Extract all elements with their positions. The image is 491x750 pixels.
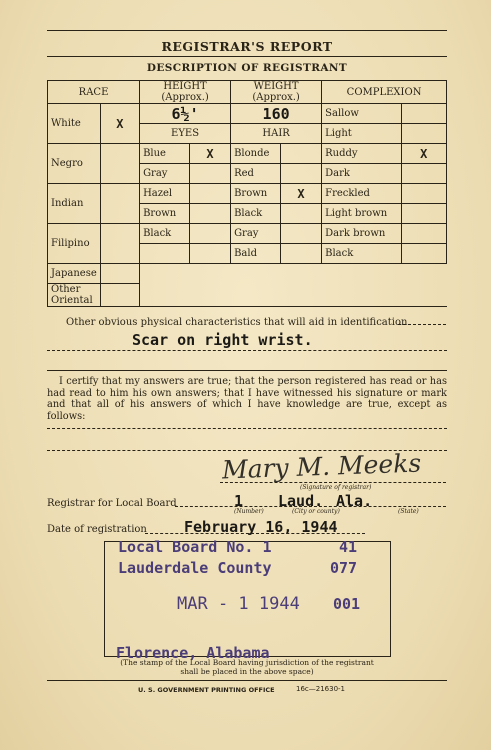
hair-header: HAIR [231,124,322,144]
race-white-mark: X [100,104,139,144]
title-rule [47,56,447,57]
blank-area [140,264,447,307]
eyes-blue: Blue [140,144,190,164]
race-filipino: Filipino [48,224,101,264]
height-value: 6½' [140,104,231,124]
complexion-dark-brown-box [401,224,446,244]
race-white: White [48,104,101,144]
stamp-board-code: 41 [339,538,358,556]
race-indian: Indian [48,184,101,224]
form-code: 16c—21630-1 [296,685,346,693]
race-indian-box [100,184,139,224]
stamp-board: Local Board No. 1 [118,538,272,556]
hair-red-box [280,164,321,184]
characteristics-dots [398,324,446,325]
complexion-header: COMPLEXION [322,81,447,104]
eyes-black: Black [140,224,190,244]
complexion-light-brown-box [401,204,446,224]
complexion-black-box [401,244,446,264]
complexion-dark-brown: Dark brown [322,224,401,244]
hair-black-box [280,204,321,224]
race-other-oriental-box [100,284,139,307]
registration-date-label: Date of registration [47,524,147,535]
height-header: HEIGHT (Approx.) [140,81,231,104]
board-state: Ala. [336,492,373,510]
registration-date: February 16, 1944 [184,518,338,536]
hair-bald: Bald [231,244,281,264]
state-caption: (State) [398,508,419,515]
race-filipino-box [100,224,139,264]
stamp-county: Lauderdale County [118,559,272,577]
complexion-dark-box [401,164,446,184]
county-caption: (City or county) [292,508,340,515]
race-japanese: Japanese [48,264,101,284]
stamp-city: Florence, Alabama [116,644,270,662]
complexion-freckled: Freckled [322,184,401,204]
hair-gray: Gray [231,224,281,244]
race-header: RACE [48,81,140,104]
stamp-caption: (The stamp of the Local Board having jurisdiction of the registrant shall be placed in the above space) [120,658,374,676]
eyes-brown: Brown [140,204,190,224]
top-rule [47,30,447,31]
characteristics-value: Scar on right wrist. [132,331,313,349]
eyes-hazel: Hazel [140,184,190,204]
table-bottom-rule [47,306,447,307]
race-negro-box [100,144,139,184]
hair-blonde-box [280,144,321,164]
complexion-light-box [401,124,446,144]
local-board-line [175,506,446,507]
hair-gray-box [280,224,321,244]
board-number: 1 [234,492,244,510]
characteristics-line [47,350,447,351]
eyes-gray: Gray [140,164,190,184]
signature-caption: (Signature of registrar) [300,484,372,491]
board-county: Laud. [278,492,324,510]
complexion-sallow: Sallow [322,104,401,124]
complexion-ruddy: Ruddy [322,144,401,164]
printer-name: U. S. GOVERNMENT PRINTING OFFICE [138,686,275,694]
certification-rule [47,370,447,371]
stamp-date-code: 001 [333,595,361,613]
hair-bald-box [280,244,321,264]
weight-header: WEIGHT (Approx.) [231,81,322,104]
complexion-black: Black [322,244,401,264]
eyes-blue-mark: X [189,144,230,164]
eyes-gray-box [189,164,230,184]
local-board-label: Registrar for Local Board [47,498,177,509]
registration-date-line [145,533,365,534]
characteristics-label: Other obvious physical characteristics that will aid in identification [66,317,408,328]
hair-brown-mark: X [280,184,321,204]
hair-brown: Brown [231,184,281,204]
hair-red: Red [231,164,281,184]
eyes-black-box [189,224,230,244]
description-table [47,80,447,307]
number-caption: (Number) [234,508,264,515]
complexion-dark: Dark [322,164,401,184]
complexion-light: Light [322,124,401,144]
stamp-date: MAR - 1 1944 [177,594,300,614]
eyes-hazel-box [189,184,230,204]
eyes-empty-cell [140,244,190,264]
complexion-light-brown: Light brown [322,204,401,224]
eyes-empty-box [189,244,230,264]
registrar-signature: Mary M. Meeks [221,448,422,485]
complexion-ruddy-mark: X [401,144,446,164]
race-negro: Negro [48,144,101,184]
complexion-sallow-box [401,104,446,124]
certification-text: I certify that my answers are true; that the person registered has read or has had read to him his own answers; that I have witnessed his signature or mark and that all of his answers of which I have knowledge are true, except as follows: [47,376,447,422]
race-other-oriental: Other Oriental [48,284,101,307]
eyes-brown-box [189,204,230,224]
complexion-freckled-box [401,184,446,204]
race-japanese-box [100,264,139,284]
stamp-county-code: 077 [330,559,358,577]
signature-line [220,482,446,483]
eyes-header: EYES [140,124,231,144]
weight-value: 160 [231,104,322,124]
footer-rule [47,680,447,681]
hair-blonde: Blonde [231,144,281,164]
report-title: REGISTRAR'S REPORT [161,39,333,54]
description-subtitle: DESCRIPTION OF REGISTRANT [146,62,348,74]
hair-black: Black [231,204,281,224]
exception-line-1 [47,428,447,429]
